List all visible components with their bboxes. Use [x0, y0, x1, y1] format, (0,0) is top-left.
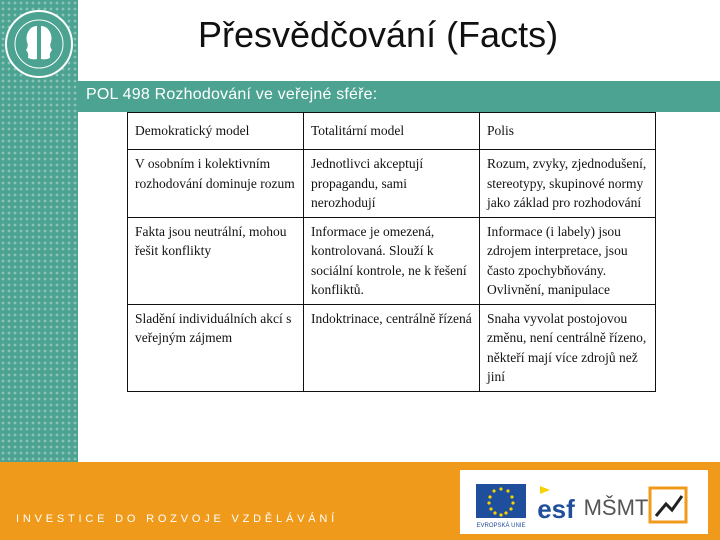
table-cell: Snaha vyvolat postojovou změnu, není centrálně řízeno, někteří mají více zdrojů než jiní: [480, 304, 656, 391]
table-cell: Jednotlivci akceptují propagandu, sami nerozhodují: [304, 150, 480, 218]
comparison-table: [127, 112, 656, 392]
header-polis: Polis: [480, 113, 656, 150]
university-seal-logo: [3, 8, 75, 80]
footer-tagline: INVESTICE DO ROZVOJE VZDĚLÁVÁNÍ: [16, 513, 338, 525]
table-cell: Informace je omezená, kontrolovaná. Slouží k sociální kontrole, ne k řešení konfliktů.: [304, 217, 480, 304]
table-row: [128, 150, 656, 218]
table-cell: Rozum, zvyky, zjednodušení, stereotypy, skupinové normy jako základ pro rozhodování: [480, 150, 656, 218]
table-cell: V osobním i kolektivním rozhodování dominuje rozum: [128, 150, 304, 218]
header-totalitarian-model: Totalitární model: [304, 113, 480, 150]
eu-label: EVROPSKÁ UNIE: [476, 523, 526, 529]
msmt-label: MŠMT: [583, 495, 649, 520]
page-title: Přesvědčování (Facts): [197, 14, 559, 55]
table-cell: Indoktrinace, centrálně řízená: [304, 304, 480, 391]
table-row: [128, 217, 656, 304]
table-cell: Sladění individuálních akcí s veřejným zájmem: [128, 304, 304, 391]
eu-flag-icon: [476, 484, 526, 518]
table-header-row: [128, 113, 656, 150]
course-subtitle: POL 498 Rozhodování ve veřejné sféře:: [86, 86, 378, 103]
sponsor-logos: [460, 470, 708, 534]
table-row: [128, 304, 656, 391]
esf-label: esf: [537, 494, 575, 524]
table-cell: Informace (i labely) jsou zdrojem interpretace, jsou často zpochybňovány. Ovlivnění, manipulace: [480, 217, 656, 304]
header-democratic-model: Demokratický model: [128, 113, 304, 150]
op-vk-logo-icon: [650, 488, 686, 522]
table-cell: Fakta jsou neutrální, mohou řešit konflikty: [128, 217, 304, 304]
